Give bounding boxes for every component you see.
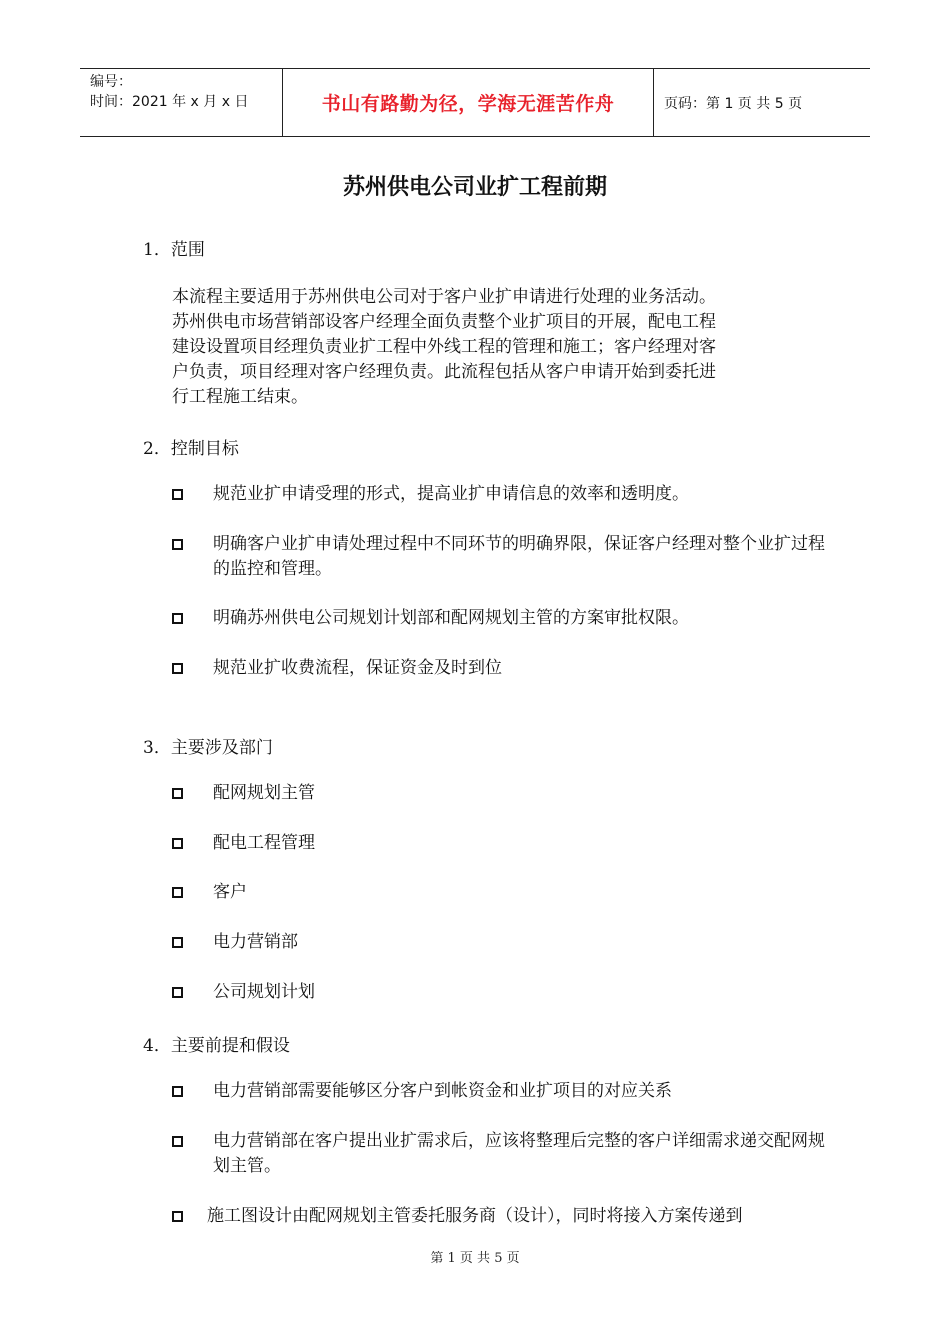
section-1-body bbox=[172, 285, 842, 410]
list-item bbox=[172, 656, 852, 681]
checkbox-icon bbox=[172, 489, 183, 500]
checkbox-icon bbox=[172, 937, 183, 948]
header-page-info bbox=[654, 69, 870, 136]
section-1-line: 本流程主要适用于苏州供电公司对于客户业扩申请进行处理的业务活动。 bbox=[172, 287, 716, 307]
list-item-text: 配网规划主管 bbox=[213, 783, 315, 803]
document-title: 苏州供电公司业扩工程前期 bbox=[342, 175, 607, 200]
header-motto-cell bbox=[282, 69, 654, 136]
checkbox-icon bbox=[172, 887, 183, 898]
list-item bbox=[172, 606, 852, 631]
list-item-text: 公司规划计划 bbox=[213, 982, 315, 1002]
list-item-text: 电力营销部需要能够区分客户到帐资金和业扩项目的对应关系 bbox=[213, 1081, 672, 1101]
checkbox-icon bbox=[172, 1086, 183, 1097]
list-item-text: 客户 bbox=[213, 882, 247, 902]
checkbox-icon bbox=[172, 987, 183, 998]
header-meta bbox=[80, 69, 280, 136]
page-header bbox=[80, 68, 870, 137]
motto-text: 书山有路勤为径，学海无涯苦作舟 bbox=[321, 93, 615, 115]
list-item-text: 电力营销部 bbox=[213, 932, 298, 952]
section-1-heading: 1．范围 bbox=[143, 240, 205, 260]
section-3-heading: 3．主要涉及部门 bbox=[143, 738, 273, 758]
list-item bbox=[172, 831, 852, 856]
list-item bbox=[172, 482, 852, 507]
section-1-line: 建设设置项目经理负责业扩工程中外线工程的管理和施工；客户经理对客 bbox=[172, 337, 716, 357]
section-4-heading: 4．主要前提和假设 bbox=[143, 1036, 290, 1056]
number-label: 编号： bbox=[90, 74, 132, 90]
checkbox-icon bbox=[172, 1136, 183, 1147]
list-item bbox=[172, 1129, 852, 1179]
checkbox-icon bbox=[172, 1211, 183, 1222]
list-item-text: 明确客户业扩申请处理过程中不同环节的明确界限，保证客户经理对整个业扩过程的监控和管理。 bbox=[213, 534, 825, 579]
list-item bbox=[172, 781, 852, 806]
list-item bbox=[172, 930, 852, 955]
list-item-text: 施工图设计由配网规划主管委托服务商（设计），同时将接入方案传递到 bbox=[207, 1206, 743, 1226]
page-footer: 第 1 页 共 5 页 bbox=[430, 1251, 520, 1266]
list-item-text: 规范业扩申请受理的形式，提高业扩申请信息的效率和透明度。 bbox=[213, 484, 689, 504]
list-item-text: 配电工程管理 bbox=[213, 833, 315, 853]
list-item-text: 明确苏州供电公司规划计划部和配网规划主管的方案审批权限。 bbox=[213, 608, 689, 628]
checkbox-icon bbox=[172, 539, 183, 550]
section-2-heading: 2．控制目标 bbox=[143, 439, 239, 459]
checkbox-icon bbox=[172, 788, 183, 799]
list-item-text: 电力营销部在客户提出业扩需求后，应该将整理后完整的客户详细需求递交配网规划主管。 bbox=[213, 1131, 825, 1176]
list-item bbox=[172, 980, 852, 1005]
list-item-text: 规范业扩收费流程，保证资金及时到位 bbox=[213, 658, 502, 678]
list-item bbox=[172, 1079, 852, 1104]
section-1-line: 苏州供电市场营销部设客户经理全面负责整个业扩项目的开展，配电工程 bbox=[172, 312, 716, 332]
list-item bbox=[172, 532, 852, 582]
checkbox-icon bbox=[172, 838, 183, 849]
page-info-text: 页码：第 1 页 共 5 页 bbox=[664, 95, 803, 112]
list-item bbox=[172, 880, 852, 905]
section-1-line: 行工程施工结束。 bbox=[172, 387, 308, 407]
section-1-line: 户负责，项目经理对客户经理负责。此流程包括从客户申请开始到委托进 bbox=[172, 362, 716, 382]
checkbox-icon bbox=[172, 613, 183, 624]
time-label: 时间：2021 年 x 月 x 日 bbox=[90, 94, 249, 110]
checkbox-icon bbox=[172, 663, 183, 674]
list-item bbox=[172, 1204, 852, 1229]
